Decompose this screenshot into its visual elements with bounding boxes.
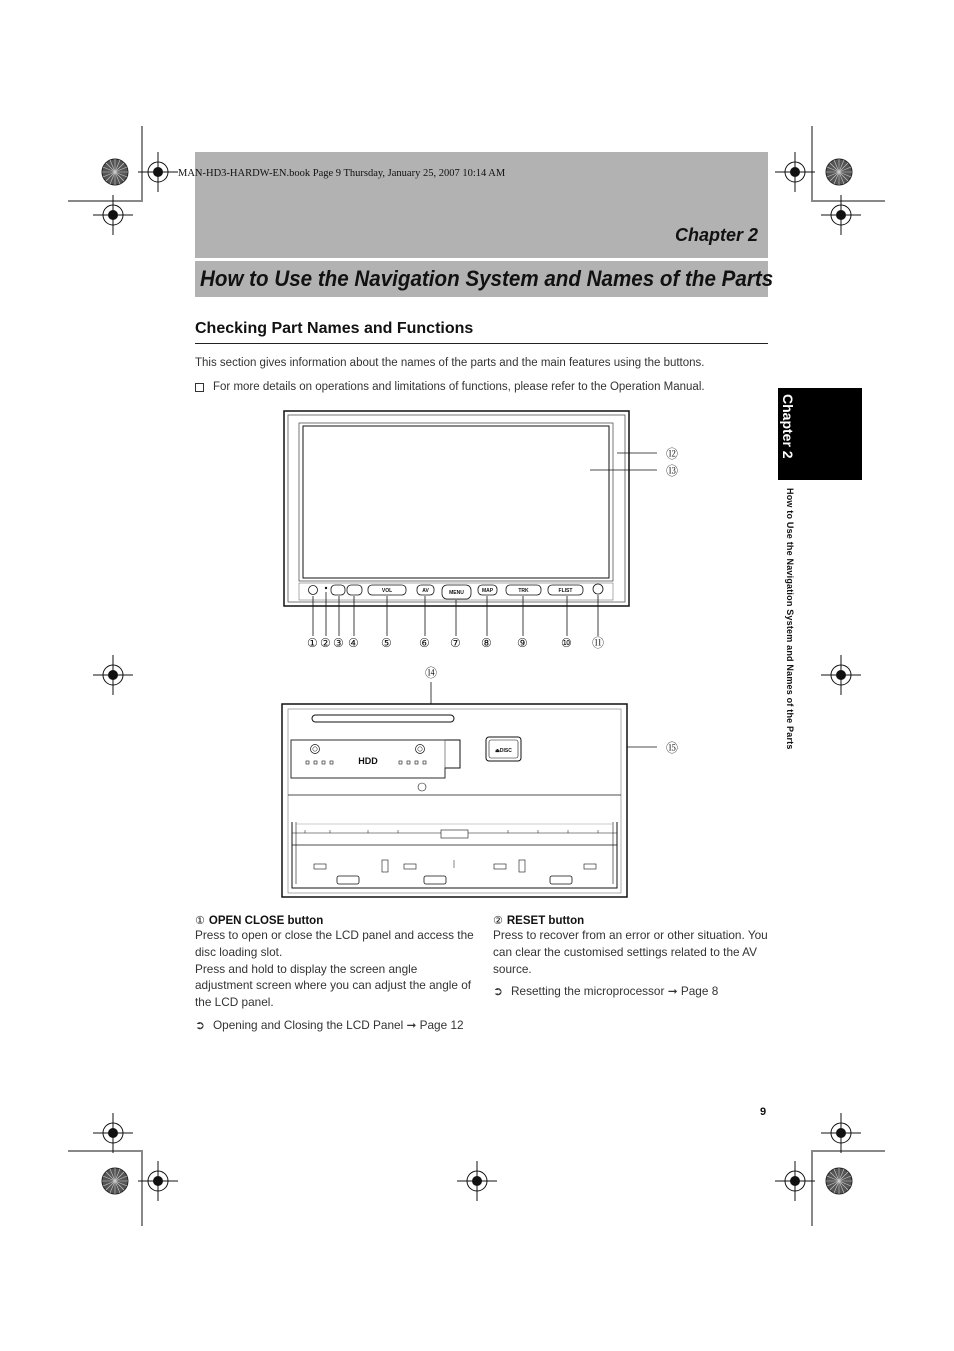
menu-label: MENU	[449, 590, 464, 596]
hdd-label: HDD	[358, 756, 378, 766]
vol-label: VOL	[381, 588, 393, 594]
item-body: Press to open or close the LCD panel and access the disc loading slot. Press and hold to display the screen angle adjustment screen where you can adjust the angle of the LCD panel.	[195, 928, 474, 1010]
item-reference: Opening and Closing the LCD Panel ➞ Page 12	[213, 1017, 464, 1032]
callout-11: ⑪	[592, 636, 605, 650]
callout-15: ⑮	[666, 741, 679, 755]
intro-paragraph: This section gives information about the names of the parts and the main features using the buttons.	[195, 357, 705, 369]
side-running-title: How to Use the Navigation System and Names of the Parts	[785, 488, 795, 750]
callout-13: ⑬	[666, 464, 679, 478]
item-number: ②	[493, 914, 503, 927]
callout-2: ②	[320, 636, 331, 650]
section-divider	[195, 343, 768, 344]
item-body: Press to recover from an error or other situation. You can clear the customised settings related to the AV source.	[493, 928, 768, 976]
item-number: ①	[195, 914, 205, 927]
callout-3: ③	[333, 636, 344, 650]
av-label: AV	[422, 588, 429, 594]
item-reference: Resetting the microprocessor ➞ Page 8	[511, 984, 719, 999]
item-title: OPEN CLOSE	[208, 915, 285, 927]
callout-5: ⑤	[381, 636, 392, 650]
description-reset	[493, 914, 768, 1000]
reference-arrow-icon: ➲	[493, 984, 503, 999]
item-title-suffix: button	[545, 915, 585, 927]
section-heading: Checking Part Names and Functions	[195, 320, 474, 337]
callout-10: ⑩	[561, 636, 572, 650]
page-number: 9	[760, 1106, 767, 1118]
callout-7: ⑦	[450, 636, 461, 650]
item-title: RESET	[506, 915, 546, 927]
note-text: For more details on operations and limitations of functions, please refer to the Operation Manual.	[213, 381, 705, 393]
callout-14: ⑭	[425, 666, 438, 680]
item-title-suffix: button	[284, 915, 324, 927]
callout-12: ⑫	[666, 447, 679, 461]
file-stamp: MAN-HD3-HARDW-EN.book Page 9 Thursday, January 25, 2007 10:14 AM	[178, 168, 506, 179]
note-checkbox-icon	[195, 383, 204, 392]
description-open-close	[195, 914, 475, 1034]
disc-label: ⏏DISC	[495, 748, 512, 754]
trk-label: TRK	[518, 588, 529, 594]
callout-6: ⑥	[419, 636, 430, 650]
callout-9: ⑨	[517, 636, 528, 650]
lcd-panel-illustration	[284, 411, 629, 606]
callout-4: ④	[348, 636, 359, 650]
page-title: How to Use the Navigation System and Names of the Parts	[200, 266, 774, 291]
chapter-label: Chapter 2	[674, 225, 758, 245]
map-label: MAP	[481, 588, 494, 594]
side-tab-label: Chapter 2	[780, 394, 796, 459]
callout-1: ①	[307, 636, 318, 650]
reference-arrow-icon: ➲	[195, 1017, 205, 1032]
flist-label: FLIST	[558, 588, 573, 594]
callout-8: ⑧	[481, 636, 492, 650]
open-unit-illustration	[282, 704, 627, 897]
registration-marks	[93, 152, 861, 1201]
